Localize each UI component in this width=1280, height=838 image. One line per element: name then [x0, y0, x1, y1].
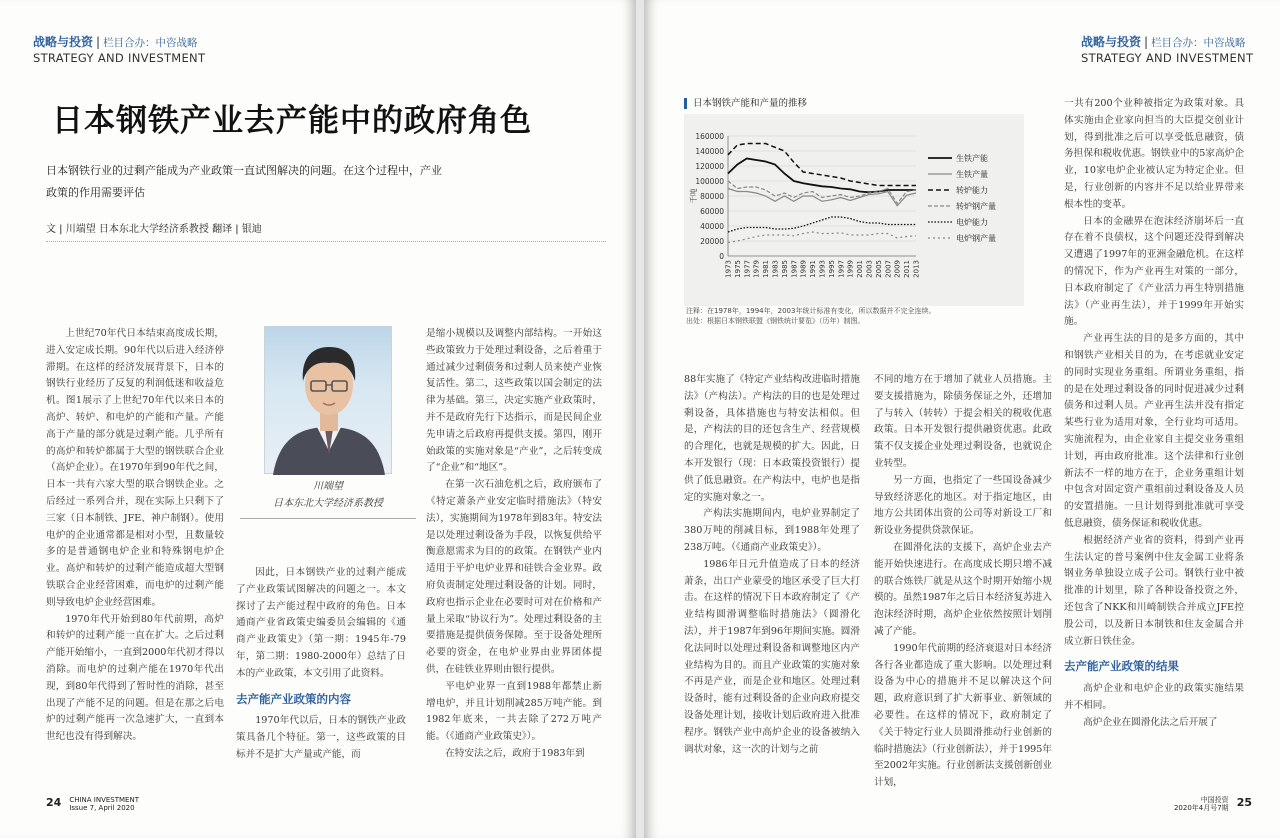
section-name: 战略与投资	[1081, 35, 1142, 49]
paragraph: 平电炉业界一直到1988年都禁止新增电炉，并且计划削减285万吨产能。到1982年底来，一共去除了272万吨产能。（《通商产业政策史》）。	[426, 680, 602, 743]
paragraph: 高炉企业和电炉企业的政策实施结果并不相同。	[1064, 683, 1244, 711]
paragraph: 上世纪70年代日本结束高度成长期，进入安定成长期。90年代以后进入经济停滞期。在这样的经济发展背景下，日本的钢铁行业经历了反复的利润低迷和收益危机。图1展示了上世纪70年代以来日本的高炉、转炉、和电炉的产能和产量。产能高于产量的部分就是过剩产能。几乎所有的高炉和转炉都属于大型的钢铁联合企业（高炉企业）。在1970年到90年代之间，日本一共有六家大型的联合钢铁企业。之后经过一系列合并，现在实际上只剩下了三家（日本制铁、JFE、神户制钢）。使用电炉的企业通常都是相对小型，且数量较多的是普通钢电炉企业和特殊钢电炉企业。高炉和转炉的过剩产能造成超大型钢铁联合企业经营困难，而电炉的过剩产能则导致电炉企业经营困难。	[46, 328, 224, 608]
legend-label: 电炉能力	[956, 218, 988, 227]
x-tick-label: 1983	[771, 260, 780, 278]
y-tick-label: 20000	[700, 237, 724, 246]
paragraph: 日本的金融界在泡沫经济崩坏后一直存在着不良债权，这个问题还没得到解决又遭遇了1997年的亚洲金融危机。在这样的情况下，作为产业再生对策的一部分，日本政府制定了《产业活力再生特别措施法》（产业再生法），并于1999年开始实施。	[1064, 215, 1244, 328]
left-page	[0, 0, 636, 838]
paragraph: 不同的地方在于增加了就业人员措施。主要支援措施为，除债务保证之外，还增加了与转入（转转）于提会相关的税收优惠政策。日本开发银行提供融资优惠。此政策不仅支援企业处理过剩设备，也就说企业转型。	[874, 374, 1052, 469]
paragraph: 1970年代开始到80年代前期，高炉和转炉的过剩产能一直在扩大。之后过剩产能开始缩小，一直到2000年代初才得以消除。而电炉的过剩产能在1970年代出现，到80年代得到了暂时性的消除，甚至出现了产能不足的问题。但是在那之后电炉的过剩产能再一次急速扩大，一直到本世纪也没有得到解决。	[46, 613, 224, 743]
y-axis-label: 千吨	[689, 188, 698, 204]
x-tick-label: 1999	[846, 260, 855, 278]
y-tick-label: 60000	[700, 207, 724, 216]
legend-label: 电炉钢产量	[956, 234, 996, 243]
legend-label: 生铁产量	[956, 170, 988, 179]
paragraph: 一共有200个业种被指定为政策对象。具体实施由企业家向担当的大臣提交创业计划，得到批准之后可以享受低息融资，债务担保和税收优惠。钢铁业中的5家高炉企业，10家电炉企业被认定为特定企业。但是，行业创新的内容并不足以给业界带来根本性的变革。	[1064, 98, 1244, 210]
article-lead: 日本钢铁行业的过剩产能成为产业政策一直试图解决的问题。在这个过程中，产业政策的作用需要评估	[46, 164, 442, 199]
chart-notes	[686, 306, 1026, 326]
paragraph: 在特安法之后，政府于1983年到	[445, 747, 585, 759]
x-tick-label: 2007	[884, 260, 893, 278]
chart-figure	[684, 98, 1024, 334]
x-tick-label: 1981	[762, 260, 771, 278]
paragraph: 根据经济产业省的资料，得到产业再生法认定的普号案例中住友金属工业将条钢业务单独设立成子公司。钢铁行业中被批准的计划里，除了各种设备投资之外，还包含了NKK和川崎制铁合并成立JFE控股公司，以及新日本制铁和住友金属合并成立新日铁住金。	[1064, 534, 1244, 647]
x-tick-label: 1991	[809, 260, 818, 278]
section-heading: 去产能产业政策的结果	[1064, 659, 1179, 674]
x-tick-label: 1973	[724, 260, 733, 278]
paragraph: 在圆滑化法的支援下，高炉企业去产能开始快速进行。在高度成长期只增不减的联合炼铁厂就是从这个时期开始缩小规模的。虽然1987年之后日本经济复苏进入泡沫经济时期，高炉企业依然按照计划削减了产能。	[874, 541, 1052, 637]
x-tick-label: 2001	[856, 260, 865, 278]
article-title: 日本钢铁产业去产能中的政府角色	[52, 103, 532, 139]
issue-info: 2020年4月号7期	[1173, 804, 1229, 812]
x-tick-label: 2003	[865, 260, 874, 278]
paragraph: 因此，日本钢铁产业的过剩产能成了产业政策试图解决的问题之一。本文探讨了去产能过程中政府的角色。日本通商产业省政策史编委员会编辑的《通商产业政策史》（第一期：1945年-79年，第二期：1980-2000年）总结了日本的产业政策，本文引用了此资料。	[236, 567, 406, 679]
author-photo	[264, 326, 392, 474]
x-tick-label: 1977	[743, 260, 752, 278]
x-tick-label: 1993	[818, 260, 827, 278]
chart-title: 日本钢铁产能和产量的推移	[684, 98, 1024, 109]
footer-left	[46, 796, 139, 812]
photo-caption-title: 日本东北大学经济系教授	[273, 498, 383, 509]
paragraph: 在第一次石油危机之后，政府颁布了《特定萧条产业安定临时措施法》（特安法），实施期间为1978年到83年。特安法是以处理过剩设备为手段，以恢复供给平衡意愿需求为目的的政策。在钢铁产业内适用于平炉电炉业界和硅铁合金业界。政府负责制定处理过剩设备的计划。同时，政府也指示企业在必要时可对在价格和产量上采取“协议行为”。处理过剩设备的主要措施是提供债务保障。至于设备处理所必要的资金，在电炉业界由业界团体提供，在硅铁业界则由银行提供。	[426, 479, 602, 675]
photo-caption-name: 川端望	[313, 481, 343, 492]
x-tick-label: 1975	[733, 260, 742, 278]
text-column-6	[1064, 96, 1244, 778]
section-name-en: STRATEGY AND INVESTMENT	[1081, 51, 1254, 65]
section-name-en: STRATEGY AND INVESTMENT	[33, 51, 206, 65]
paragraph: 产构法实施期间内，电炉业界制定了380万吨的削减目标，到1988年处理了238万吨。（《通商产业政策史》）。	[684, 508, 860, 553]
y-tick-label: 80000	[700, 192, 724, 201]
author-portrait-icon	[265, 327, 393, 475]
text-column-3	[426, 326, 602, 776]
issue-info: Issue 7, April 2020	[69, 804, 135, 812]
legend-label: 转炉钢产量	[956, 202, 996, 211]
x-tick-label: 1997	[837, 260, 846, 278]
page-number: 25	[1236, 796, 1252, 809]
text-column-5	[874, 372, 1052, 789]
legend-label: 转炉能力	[956, 186, 988, 195]
y-tick-label: 0	[719, 252, 724, 261]
paragraph: 1970年代以后，日本的钢铁产业政策具备几个特征。第一，这些政策的目标并不是扩大产量或产能，而	[236, 715, 406, 760]
photo-caption	[240, 478, 416, 512]
x-tick-label: 1985	[780, 260, 789, 278]
x-tick-label: 2005	[874, 260, 883, 278]
y-tick-label: 160000	[695, 132, 724, 141]
x-tick-label: 2009	[893, 260, 902, 278]
paragraph: 另一方面，也指定了一些国设备减少导致经济恶化的地区。对于指定地区，由地方公共团体出资的公司等对新设工厂和新设业务提供贷款保证。	[874, 474, 1052, 537]
y-tick-label: 100000	[695, 177, 724, 186]
section-heading: 去产能产业政策的内容	[236, 691, 351, 706]
chart-note: 注释：在1978年，1994年，2003年统计标准有变化，所以数据并不完全连续。	[686, 307, 936, 315]
x-tick-label: 1989	[799, 260, 808, 278]
divider	[46, 241, 606, 242]
footer-right	[1174, 796, 1252, 812]
x-tick-label: 2013	[912, 260, 921, 278]
magazine-name: CHINA INVESTMENT	[69, 796, 139, 804]
byline: 文 | 川端望 日本东北大学经济系教授 翻译 | 银迪	[46, 224, 262, 235]
chart-source: 出处：根据日本钢铁联盟《钢铁统计要览》（历年）制图。	[686, 317, 865, 325]
header-separator: |	[1144, 35, 1149, 49]
x-tick-label: 2011	[903, 260, 912, 278]
section-name: 战略与投资	[33, 35, 94, 49]
header-separator: |	[96, 35, 101, 49]
y-tick-label: 40000	[700, 222, 724, 231]
x-tick-label: 1987	[790, 260, 799, 278]
paragraph: 1990年代前期的经济衰退对日本经济各行各业都造成了重大影响。以处理过剩设备为中心的措施并不足以解决这个问题，政府意识到了扩大新事业、新领域的必要性。在这样的情况下，政府制定了《关于特定行业人员圆滑推动行业创新的临时措施法》（行业创新法），并于1995年至2002年实施。行业创新法支援创新创业计划，	[874, 642, 1052, 789]
text-column-2	[236, 565, 406, 780]
magazine-name: 中国投资	[1200, 796, 1229, 804]
paragraph: 产业再生法的目的是多方面的，其中和钢铁产业相关目的为，在考虑就业安定的同时实现业务重组。所谓业务重组，指的是在处理过剩设备的同时促进减少过剩债务和过剩人员。产业再生法并没有指定某些行业为适用对象，全行业均可适用。实施流程为，由企业家自主提交业务重组计划，再由政府批准。这个法律和行业创新法不一样的地方在于，企业务重组计划中包含对固定资产重组前过剩设备及人员的安置措施。一旦计划得到批准就可享受低息融资，债务保证和税收优惠。	[1064, 333, 1244, 529]
page-number: 24	[46, 796, 62, 809]
paragraph: 88年实施了《特定产业结构改进临时措施法》（产构法）。产构法的目的也是处理过剩设备，具体措施也与特安法相似。但是，产构法的目的还包含生产、经营规模的合理化，也就是规模的扩大。因此，日本开发银行（现：日本政策投资银行）提供了低息融资。在产构法中，电炉也是指定的实施对象之一。	[684, 374, 860, 503]
text-column-4	[684, 372, 860, 777]
paragraph: 是缩小规模以及调整内部结构。一开始这些政策致力于处理过剩设备，之后着重于通过减少过剩债务和过剩人员来使产业恢复活性。第二，这些政策以国会制定的法律为基础。第三，决定实施产业政策时，并不是政府先行下达指示，而是民间企业先申请之后政府再提供支援。第四，刚开始政策的实施对象是“产业”，之后转变成了“企业”和“地区”。	[426, 328, 602, 474]
x-tick-label: 1979	[752, 260, 761, 278]
x-tick-label: 1995	[827, 260, 836, 278]
steel-capacity-chart	[684, 114, 1024, 306]
paragraph: 高炉企业在圆滑化法之后开展了	[1083, 716, 1218, 728]
text-column-1	[46, 326, 224, 776]
caption-divider	[240, 518, 416, 519]
section-header-right	[1081, 33, 1253, 65]
column-partner: 栏目合办：中咨战略	[1151, 37, 1246, 49]
y-tick-label: 140000	[695, 147, 724, 156]
legend-label: 生铁产能	[956, 154, 988, 163]
y-tick-label: 120000	[695, 162, 724, 171]
paragraph: 1986年日元升值造成了日本的经济萧条，出口产业蒙受的地区承受了巨大打击。在这样的情况下日本政府制定了《产业结构圆滑调整临时措施法》（圆滑化法），并于1987年到96年期间实施。圆滑化法同时以处理过剩设备和调整地区内产业结构为目的。而且产业政策的实施对象不再是产业，而是企业和地区。处理过剩设备时，能有过剩设备的企业向政府提交设备处理计划，接收计划后政府进入批准程序。钢铁产业中高炉企业的设备被纳入调状对象，这一次的计划与之前	[684, 558, 860, 755]
section-header-left	[33, 33, 205, 65]
column-partner: 栏目合办：中咨战略	[103, 37, 198, 49]
